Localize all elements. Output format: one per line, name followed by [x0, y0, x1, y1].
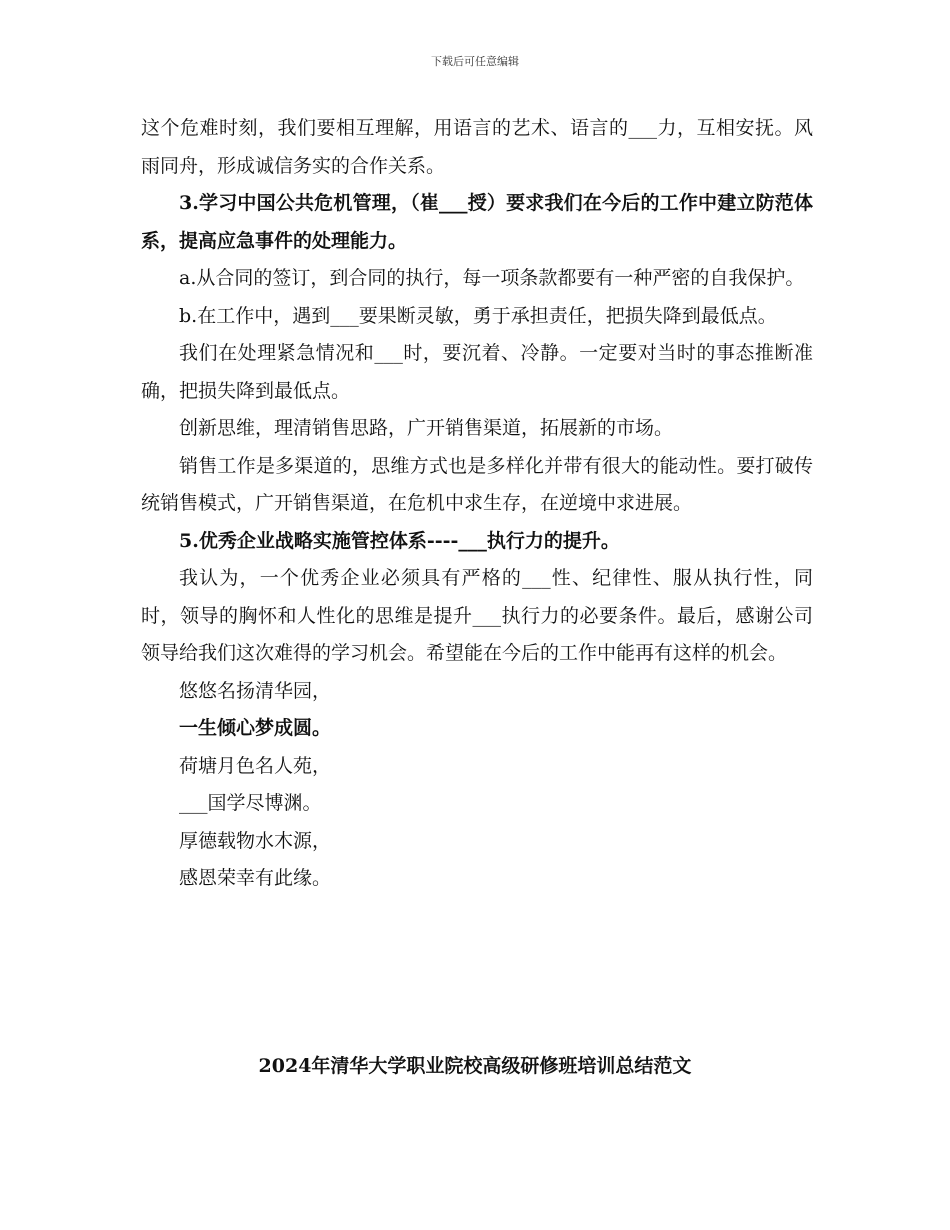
poem-line-4: ___国学尽博渊。 — [179, 792, 322, 814]
poem-line-5: 厚德载物水木源， — [179, 829, 332, 852]
poem — [141, 673, 813, 898]
poem-line-1: 悠悠名扬清华园， — [179, 679, 332, 702]
paragraph-emergency: 我们在处理紧急情况和___时，要沉着、冷静。一定要对当时的事态推断准确，把损失降到最低点。 — [141, 342, 813, 402]
paragraph-continuation: 这个危难时刻，我们要相互理解，用语言的艺术、语言的___力，互相安抚。风雨同舟，形成诚信务实的合作关系。 — [141, 117, 813, 177]
poem-line-2: 一生倾心梦成圆。 — [179, 717, 332, 739]
paragraph-conclusion: 我认为，一个优秀企业必须具有严格的___性、纪律性、服从执行性，同时，领导的胸怀和人性化的思维是提升___执行力的必要条件。最后，感谢公司领导给我们这次难得的学习机会。希望能在今后的工作中能再有这样的机会。 — [141, 567, 813, 664]
paragraph-item-a: a.从合同的签订，到合同的执行，每一项条款都要有一种严密的自我保护。 — [179, 267, 805, 289]
paragraph-sales: 销售工作是多渠道的，思维方式也是多样化并带有很大的能动性。要打破传统销售模式，广开销售渠道，在危机中求生存，在逆境中求进展。 — [141, 454, 813, 514]
page-header: 下载后可任意编辑 — [431, 55, 519, 68]
section-heading-3: 3.学习中国公共危机管理，（崔___授）要求我们在今后的工作中建立防范体系，提高应急事件的处理能力。 — [141, 192, 813, 252]
paragraph-innovation: 创新思维，理清销售思路，广开销售渠道，拓展新的市场。 — [179, 417, 674, 439]
section-heading-5: 5.优秀企业战略实施管控体系----___执行力的提升。 — [179, 529, 620, 552]
poem-line-3: 荷塘月色名人苑， — [179, 754, 332, 777]
paragraph-item-b: b.在工作中，遇到___要果断灵敏，勇于承担责任，把损失降到最低点。 — [179, 304, 777, 327]
document-title: 2024年清华大学职业院校高级研修班培训总结范文 — [258, 1055, 692, 1077]
document-body — [141, 110, 813, 898]
poem-line-6: 感恩荣幸有此缘。 — [179, 867, 332, 889]
